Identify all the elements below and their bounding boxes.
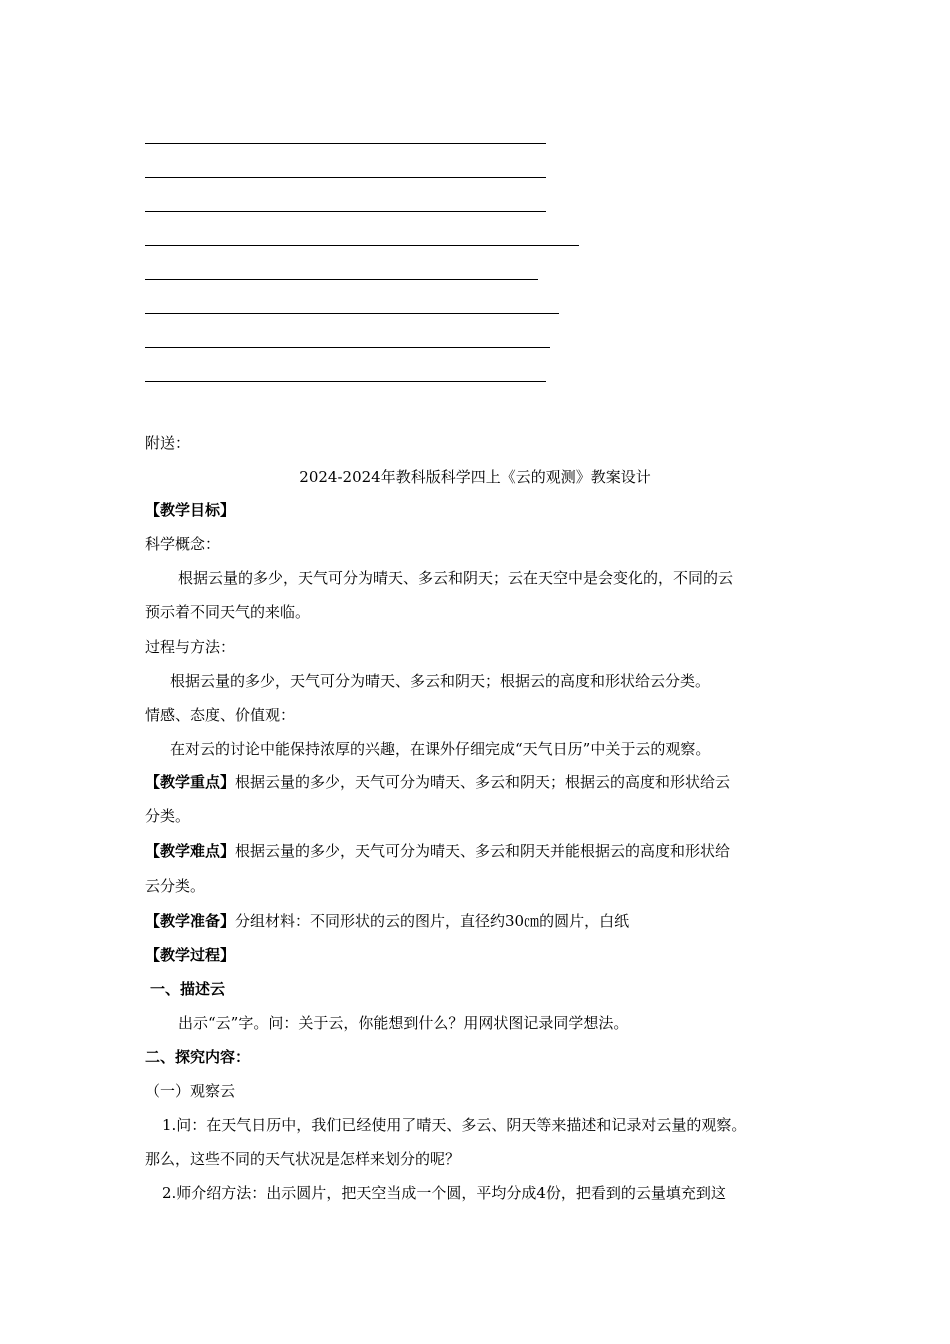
document-title: 2024-2024年教科版科学四上《云的观测》教案设计 xyxy=(299,468,651,486)
process-method-text: 根据云量的多少，天气可分为晴天、多云和阴天；根据云的高度和形状给云分类。 xyxy=(170,672,711,690)
process-heading: 【教学过程】 xyxy=(145,946,236,964)
item2-line1: 2.师介绍方法：出示圆片，把天空当成一个圆，平均分成4份，把看到的云量填充到这 xyxy=(162,1184,726,1202)
preparation-heading: 【教学准备】 xyxy=(145,912,236,930)
key-points-line1 xyxy=(145,772,730,792)
appendix-label: 附送： xyxy=(145,434,191,452)
difficult-points-line2: 云分类。 xyxy=(145,877,206,895)
preparation-text: 分组材料：不同形状的云的图片，直径约30㎝的圆片，白纸 xyxy=(235,912,630,930)
section1-title: 一、描述云 xyxy=(150,980,226,998)
subsection1-title: （一）观察云 xyxy=(145,1082,236,1100)
process-method-label: 过程与方法： xyxy=(145,638,236,656)
item1-line2: 那么，这些不同的天气状况是怎样来划分的呢？ xyxy=(145,1150,461,1168)
difficult-points-heading: 【教学难点】 xyxy=(145,842,236,860)
item1-line1: 1.问：在天气日历中，我们已经使用了晴天、多云、阴天等来描述和记录对云量的观察。 xyxy=(162,1116,747,1134)
blank-line xyxy=(145,347,550,348)
section2-title: 二、探究内容： xyxy=(145,1048,251,1066)
key-points-heading: 【教学重点】 xyxy=(145,773,236,791)
blank-line xyxy=(145,313,559,314)
key-points-text: 根据云量的多少，天气可分为晴天、多云和阴天；根据云的高度和形状给云 xyxy=(235,773,731,791)
difficult-points-line1 xyxy=(145,841,730,861)
preparation-line xyxy=(145,911,629,931)
section1-text: 出示“云”字。问：关于云，你能想到什么？用网状图记录同学想法。 xyxy=(178,1014,629,1032)
blank-line xyxy=(145,177,546,178)
concept-text-line1: 根据云量的多少，天气可分为晴天、多云和阴天；云在天空中是会变化的，不同的云 xyxy=(178,569,734,587)
blank-line xyxy=(145,381,546,382)
difficult-points-text: 根据云量的多少，天气可分为晴天、多云和阴天并能根据云的高度和形状给 xyxy=(235,842,731,860)
attitude-text: 在对云的讨论中能保持浓厚的兴趣，在课外仔细完成“天气日历”中关于云的观察。 xyxy=(170,740,711,758)
attitude-label: 情感、态度、价值观： xyxy=(145,706,296,724)
blank-line xyxy=(145,211,546,212)
objectives-heading: 【教学目标】 xyxy=(145,501,236,519)
blank-line xyxy=(145,143,546,144)
key-points-line2: 分类。 xyxy=(145,807,191,825)
concept-text-line2: 预示着不同天气的来临。 xyxy=(145,603,311,621)
blank-line xyxy=(145,245,579,246)
blank-line xyxy=(145,279,538,280)
concept-label: 科学概念： xyxy=(145,535,221,553)
